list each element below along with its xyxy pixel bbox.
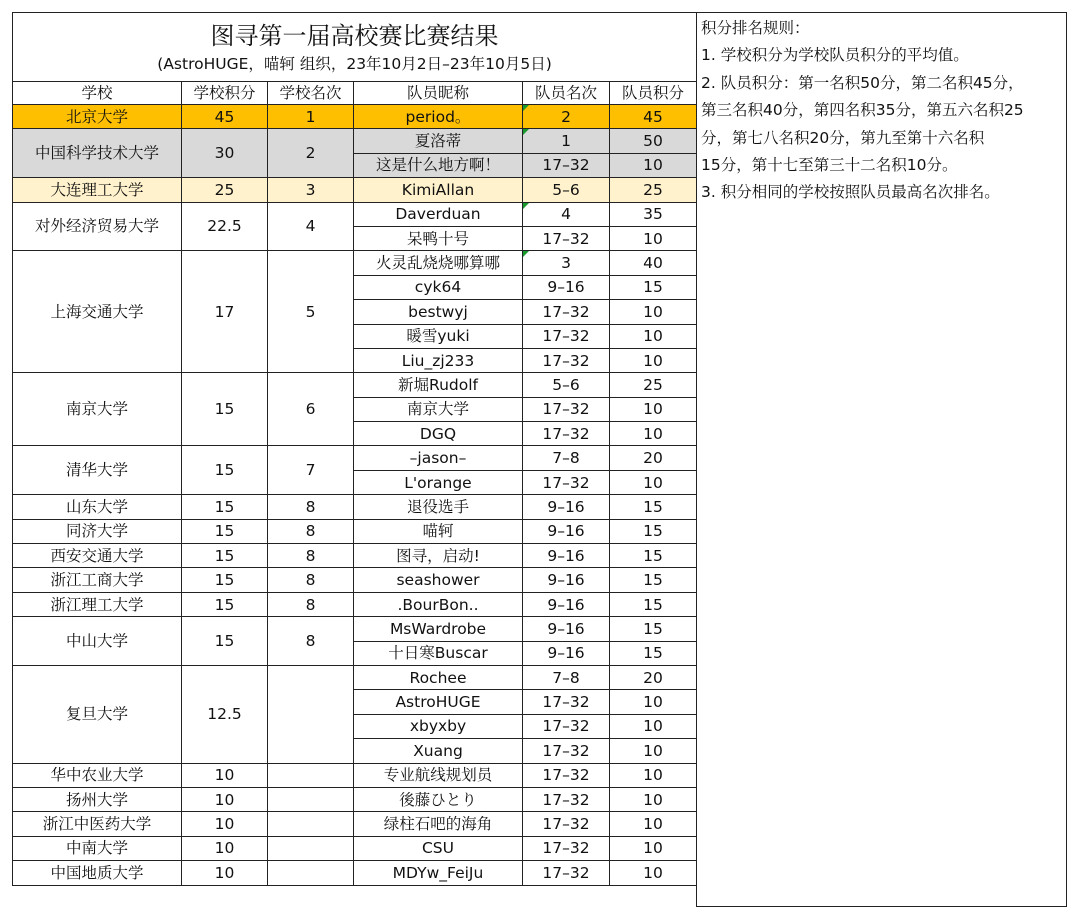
page-subtitle: (AstroHUGE，喵轲 组织，23年10月2日–23年10月5日) bbox=[157, 55, 552, 73]
table-row bbox=[13, 251, 697, 275]
school-name: 西安交通大学 bbox=[13, 544, 182, 568]
member-rank: 17–32 bbox=[523, 714, 610, 738]
member-score: 25 bbox=[610, 178, 697, 202]
member-score: 40 bbox=[610, 251, 697, 275]
school-score: 17 bbox=[182, 251, 268, 373]
table-row bbox=[13, 129, 697, 153]
school-name: 中南大学 bbox=[13, 836, 182, 860]
member-rank: 17–32 bbox=[523, 861, 610, 885]
rules-line: 15分，第十七至第三十二名积10分。 bbox=[701, 156, 958, 175]
member-score: 15 bbox=[610, 641, 697, 665]
school-name: 清华大学 bbox=[13, 446, 182, 495]
table-row bbox=[13, 812, 697, 836]
member-rank: 5–6 bbox=[523, 373, 610, 397]
member-rank: 17–32 bbox=[523, 300, 610, 324]
member-score: 15 bbox=[610, 275, 697, 299]
table-row bbox=[13, 202, 697, 226]
school-rank: 4 bbox=[268, 202, 354, 251]
member-score: 10 bbox=[610, 836, 697, 860]
member-rank: 3 bbox=[523, 251, 610, 275]
school-name: 浙江理工大学 bbox=[13, 592, 182, 616]
rules-line: 分，第七八名积20分，第九至第十六名积 bbox=[701, 128, 985, 147]
member-nick: L'orange bbox=[354, 470, 523, 494]
school-name: 南京大学 bbox=[13, 373, 182, 446]
table-row bbox=[13, 617, 697, 641]
school-name: 同济大学 bbox=[13, 519, 182, 543]
rules-line: 2. 队员积分：第一名积50分，第二名积45分， bbox=[701, 73, 1024, 92]
school-rank: 6 bbox=[268, 373, 354, 446]
member-rank: 1 bbox=[523, 129, 610, 153]
header-school-score: 学校积分 bbox=[182, 82, 268, 105]
member-score: 10 bbox=[610, 324, 697, 348]
member-score: 45 bbox=[610, 105, 697, 129]
school-name: 浙江中医药大学 bbox=[13, 812, 182, 836]
member-score: 20 bbox=[610, 665, 697, 689]
rules-line: 第三名积40分，第四名积35分，第五六名积25 bbox=[701, 101, 1024, 120]
member-nick: 十日寒Buscar bbox=[354, 641, 523, 665]
member-score: 15 bbox=[610, 568, 697, 592]
member-nick: seashower bbox=[354, 568, 523, 592]
school-rank bbox=[268, 787, 354, 811]
member-nick: 呆鸭十号 bbox=[354, 226, 523, 250]
member-rank: 9–16 bbox=[523, 568, 610, 592]
member-score: 50 bbox=[610, 129, 697, 153]
member-rank: 17–32 bbox=[523, 397, 610, 421]
member-score: 10 bbox=[610, 153, 697, 177]
school-score: 30 bbox=[182, 129, 268, 178]
school-name: 中国地质大学 bbox=[13, 861, 182, 885]
page-title: 图寻第一届高校赛比赛结果 bbox=[210, 22, 499, 50]
school-score: 45 bbox=[182, 105, 268, 129]
school-score: 15 bbox=[182, 544, 268, 568]
table-row bbox=[13, 178, 697, 202]
table-row bbox=[13, 446, 697, 470]
member-score: 10 bbox=[610, 300, 697, 324]
header-member-rank: 队员名次 bbox=[523, 82, 610, 105]
member-nick: AstroHUGE bbox=[354, 690, 523, 714]
member-rank: 9–16 bbox=[523, 641, 610, 665]
school-rank: 8 bbox=[268, 592, 354, 616]
member-nick: 图寻，启动! bbox=[354, 544, 523, 568]
school-rank bbox=[268, 665, 354, 763]
member-score: 10 bbox=[610, 714, 697, 738]
school-score: 15 bbox=[182, 617, 268, 666]
member-score: 10 bbox=[610, 861, 697, 885]
member-rank: 17–32 bbox=[523, 324, 610, 348]
school-name: 扬州大学 bbox=[13, 787, 182, 811]
school-rank: 2 bbox=[268, 129, 354, 178]
school-rank: 5 bbox=[268, 251, 354, 373]
member-nick: 火灵乱烧烧哪算哪 bbox=[354, 251, 523, 275]
member-rank: 2 bbox=[523, 105, 610, 129]
member-rank: 17–32 bbox=[523, 812, 610, 836]
member-score: 10 bbox=[610, 397, 697, 421]
member-nick: 这是什么地方啊！ bbox=[354, 153, 523, 177]
member-nick: 绿柱石吧的海角 bbox=[354, 812, 523, 836]
school-rank bbox=[268, 836, 354, 860]
member-rank: 9–16 bbox=[523, 275, 610, 299]
school-rank: 8 bbox=[268, 617, 354, 666]
school-rank bbox=[268, 812, 354, 836]
school-rank: 8 bbox=[268, 568, 354, 592]
school-name: 山东大学 bbox=[13, 495, 182, 519]
rules-heading: 积分排名规则： bbox=[701, 19, 810, 37]
member-nick: Rochee bbox=[354, 665, 523, 689]
member-score: 20 bbox=[610, 446, 697, 470]
member-rank: 17–32 bbox=[523, 787, 610, 811]
school-name: 华中农业大学 bbox=[13, 763, 182, 787]
member-nick: Daverduan bbox=[354, 202, 523, 226]
member-rank: 17–32 bbox=[523, 763, 610, 787]
table-row bbox=[13, 763, 697, 787]
header-row bbox=[13, 82, 697, 105]
header-member-nick: 队员昵称 bbox=[354, 82, 523, 105]
school-score: 10 bbox=[182, 861, 268, 885]
member-rank: 9–16 bbox=[523, 495, 610, 519]
member-rank: 9–16 bbox=[523, 592, 610, 616]
member-score: 10 bbox=[610, 348, 697, 372]
member-score: 10 bbox=[610, 739, 697, 763]
table-row bbox=[13, 592, 697, 616]
member-nick: 专业航线规划员 bbox=[354, 763, 523, 787]
member-nick: 喵轲 bbox=[354, 519, 523, 543]
school-rank: 3 bbox=[268, 178, 354, 202]
member-score: 15 bbox=[610, 519, 697, 543]
member-nick: xbyxby bbox=[354, 714, 523, 738]
member-rank: 17–32 bbox=[523, 470, 610, 494]
school-name: 对外经济贸易大学 bbox=[13, 202, 182, 251]
school-score: 10 bbox=[182, 812, 268, 836]
member-score: 10 bbox=[610, 690, 697, 714]
school-name: 上海交通大学 bbox=[13, 251, 182, 373]
member-rank: 4 bbox=[523, 202, 610, 226]
school-name: 中国科学技术大学 bbox=[13, 129, 182, 178]
member-rank: 17–32 bbox=[523, 836, 610, 860]
scoring-rules-panel bbox=[696, 12, 1067, 907]
school-score: 10 bbox=[182, 836, 268, 860]
member-nick: 新堀Rudolf bbox=[354, 373, 523, 397]
school-name: 复旦大学 bbox=[13, 665, 182, 763]
school-rank: 1 bbox=[268, 105, 354, 129]
member-nick: 後藤ひとり bbox=[354, 787, 523, 811]
member-nick: KimiAllan bbox=[354, 178, 523, 202]
school-score: 10 bbox=[182, 787, 268, 811]
school-score: 15 bbox=[182, 592, 268, 616]
member-nick: 南京大学 bbox=[354, 397, 523, 421]
member-score: 10 bbox=[610, 422, 697, 446]
member-rank: 17–32 bbox=[523, 226, 610, 250]
table-row bbox=[13, 519, 697, 543]
school-rank: 8 bbox=[268, 544, 354, 568]
member-nick: bestwyj bbox=[354, 300, 523, 324]
member-nick: CSU bbox=[354, 836, 523, 860]
table-row bbox=[13, 544, 697, 568]
school-rank: 7 bbox=[268, 446, 354, 495]
member-score: 15 bbox=[610, 617, 697, 641]
member-score: 10 bbox=[610, 226, 697, 250]
member-rank: 9–16 bbox=[523, 519, 610, 543]
school-score: 10 bbox=[182, 763, 268, 787]
school-score: 15 bbox=[182, 519, 268, 543]
results-table bbox=[12, 12, 697, 886]
member-score: 15 bbox=[610, 544, 697, 568]
table-row bbox=[13, 787, 697, 811]
school-score: 15 bbox=[182, 446, 268, 495]
member-nick: 夏洛蒂 bbox=[354, 129, 523, 153]
member-nick: Liu_zj233 bbox=[354, 348, 523, 372]
member-rank: 9–16 bbox=[523, 544, 610, 568]
member-nick: period。 bbox=[354, 105, 523, 129]
school-score: 22.5 bbox=[182, 202, 268, 251]
table-row bbox=[13, 568, 697, 592]
member-score: 15 bbox=[610, 592, 697, 616]
member-score: 10 bbox=[610, 787, 697, 811]
school-name: 北京大学 bbox=[13, 105, 182, 129]
member-score: 15 bbox=[610, 495, 697, 519]
school-score: 25 bbox=[182, 178, 268, 202]
member-rank: 17–32 bbox=[523, 422, 610, 446]
member-score: 35 bbox=[610, 202, 697, 226]
table-row bbox=[13, 665, 697, 689]
table-row bbox=[13, 861, 697, 885]
member-nick: cyk64 bbox=[354, 275, 523, 299]
school-name: 浙江工商大学 bbox=[13, 568, 182, 592]
member-nick: 暖雪yuki bbox=[354, 324, 523, 348]
school-rank bbox=[268, 861, 354, 885]
member-score: 10 bbox=[610, 763, 697, 787]
table-row bbox=[13, 495, 697, 519]
table-row bbox=[13, 373, 697, 397]
rules-line: 3. 积分相同的学校按照队员最高名次排名。 bbox=[701, 183, 1000, 202]
school-score: 15 bbox=[182, 495, 268, 519]
member-nick: .BourBon.. bbox=[354, 592, 523, 616]
member-score: 25 bbox=[610, 373, 697, 397]
table-row bbox=[13, 836, 697, 860]
member-rank: 17–32 bbox=[523, 739, 610, 763]
results-sheet bbox=[12, 12, 697, 886]
member-nick: Xuang bbox=[354, 739, 523, 763]
member-rank: 17–32 bbox=[523, 153, 610, 177]
member-score: 10 bbox=[610, 470, 697, 494]
member-rank: 17–32 bbox=[523, 690, 610, 714]
school-score: 15 bbox=[182, 373, 268, 446]
member-nick: –jason– bbox=[354, 446, 523, 470]
header-school-rank: 学校名次 bbox=[268, 82, 354, 105]
school-rank: 8 bbox=[268, 519, 354, 543]
member-rank: 5–6 bbox=[523, 178, 610, 202]
school-name: 大连理工大学 bbox=[13, 178, 182, 202]
header-member-score: 队员积分 bbox=[610, 82, 697, 105]
member-nick: DGQ bbox=[354, 422, 523, 446]
header-school: 学校 bbox=[13, 82, 182, 105]
member-score: 10 bbox=[610, 812, 697, 836]
member-rank: 7–8 bbox=[523, 665, 610, 689]
member-rank: 17–32 bbox=[523, 348, 610, 372]
member-nick: MsWardrobe bbox=[354, 617, 523, 641]
member-rank: 7–8 bbox=[523, 446, 610, 470]
member-nick: 退役选手 bbox=[354, 495, 523, 519]
school-name: 中山大学 bbox=[13, 617, 182, 666]
school-score: 12.5 bbox=[182, 665, 268, 763]
member-nick: MDYw_FeiJu bbox=[354, 861, 523, 885]
member-rank: 9–16 bbox=[523, 617, 610, 641]
rules-line: 1. 学校积分为学校队员积分的平均值。 bbox=[701, 46, 969, 65]
school-rank: 8 bbox=[268, 495, 354, 519]
table-row bbox=[13, 105, 697, 129]
school-rank bbox=[268, 763, 354, 787]
school-score: 15 bbox=[182, 568, 268, 592]
title-block bbox=[13, 13, 697, 82]
